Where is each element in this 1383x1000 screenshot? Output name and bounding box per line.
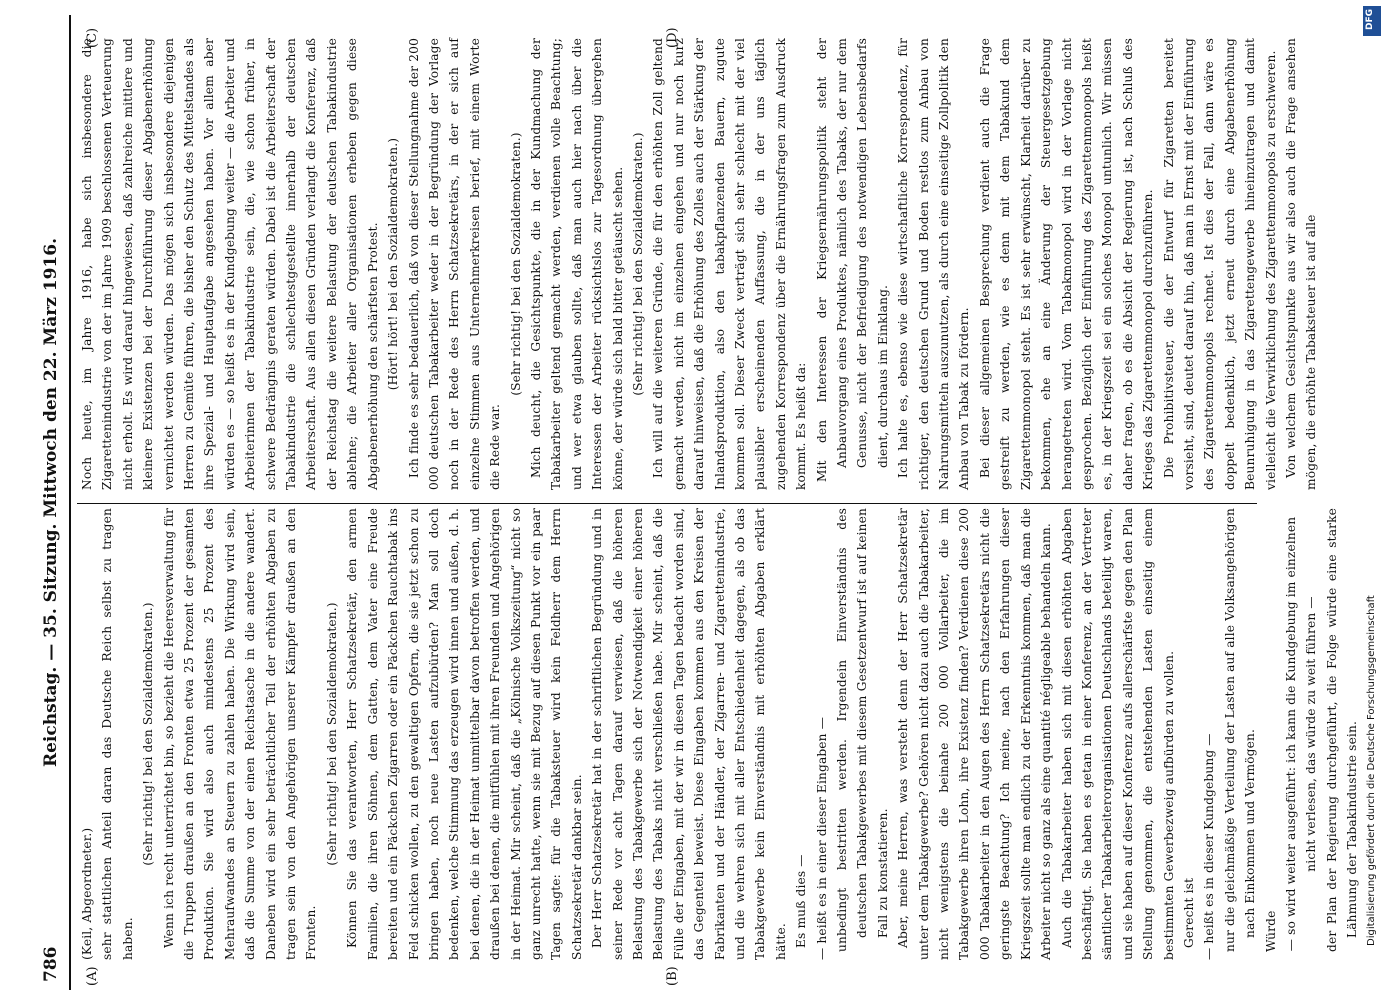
paragraph: Können Sie das verantworten, Herr Schatzsekretär, den armen Familien, die ihren Söhnen, dem Gatten, dem Vater eine Freude bereiten und ein Päckchen Zigarren oder ein Päckchen Rauchtabak ins Feld schicken wollen, zu den gewaltigen Opfern, die sie jetzt schon zu bringen haben, noch neue Lasten aufzubürden? Man soll doch bedenken, welche Stimmung das erzeugen wird innen und außen, d. h. bei denen, die in der Heimat unmittelbar davon betroffen werden, und draußen bei denen, die mitfühlen mit ihren Freunden und Angehörigen in der Heimat. Mir scheint, daß die „Kölnische Volkszeitung“ nicht so ganz unrecht hatte, wenn sie mit Bezug auf diesen Punkt vor ein paar Tagen sagte: für die Tabaksteuer wird kein Feldherr dem Herrn Schatzsekretär dankbar sein. [345, 508, 584, 960]
paragraph: Die Prohibitivsteuer, die der Entwurf für Zigaretten bereitet vorsieht, sind, deutet darauf hin, daß man in Ernst mit der Einführung des Zigarettenmonopols rechnet. Ist dies der Fall, dann wäre es doppelt bedenklich, jetzt erneut durch eine Abgabenerhöhung Beunruhigung in das Zigarettengewerbe hineinzutragen und damit vielleicht die Verwirklichung des Zigarettenmonopols zu erschweren. [1161, 38, 1278, 490]
page-title: Reichstag. — 35. Sitzung. Mittwoch den 22. März 1916. [41, 237, 61, 768]
paragraph: Ich halte es, ebenso wie diese wirtschaftliche Korrespondenz, für richtiger, den deutschen Grund und Boden restlos zum Anbau von Nahrungsmitteln auszunutzen, als durch eine einseitige Zollpolitik den Anbau von Tabak zu fördern. [896, 38, 972, 490]
paragraph: Von welchem Gesichtspunkte aus wir also auch die Frage ansehen mögen, die erhöhte Tabaksteuer ist auf alle [1283, 38, 1319, 490]
interjection: (Sehr richtig! bei den Sozialdemokraten.) [141, 602, 156, 866]
paragraph: Bei dieser allgemeinen Besprechung verdient auch die Frage gestreift zu werden, wie es denn mit dem Tabakund dem Zigarettenmonopol steht. Es ist sehr erwünscht, Klarheit darüber zu bekommen, ehe an eine Änderung der Steuergesetzgebung herangetreten wird. Vom Tabakmonopol wird in der Vorlage nicht gesprochen. Bezüglich der Einführung des Zigarettenmonopols heißt es, in der Kriegszeit sei ein solches Monopol untunlich. Wir müssen daher fragen, ob es die Absicht der Regierung ist, nach Schluß des Krieges das Zigarettenmonopol durchzuführen. [977, 38, 1156, 490]
paragraph: Der Herr Schatzsekretär hat in der schriftlichen Begründung und in seiner Rede vor acht Tagen darauf verwiesen, daß die höheren Belastung des Tabakgewerbe sich der Notwendigkeit einer höheren Belastung des Tabaks nicht verschließen habe. Mir scheint, daß die Fülle der Eingaben, mit der wir in diesen Tagen bedacht worden sind, das Gegenteil beweist. Diese Eingaben kommen aus den Kreisen der Fabrikanten und der Händler, der Zigarren- und Zigarettenindustrie, und die wehren sich mit aller Entschiedenheit dagegen, als ob das Tabakgewerbe kein Einverständnis mit erhöhten Abgaben erklärt hätte. [590, 508, 788, 960]
dfg-logo: DFG [1363, 6, 1381, 36]
rotated-newspaper-page [25, 15, 1360, 990]
paragraph: Würde [1263, 910, 1278, 952]
paragraph: Ich finde es sehr bedauerlich, daß von dieser Stellungnahme der 200 000 deutschen Tabakarbeiter weder in der Begründung der Vorlage noch in der Rede des Herrn Schatzsekretärs, in der er sich auf einzelne Stimmen aus Unternehmerkreisen berief, mit einem Worte die Rede war. [406, 38, 503, 490]
funding-notice: Digitalisierung gefördert durch die Deutsche Forschungsgemeinschaft [1366, 595, 1377, 946]
column-divider [77, 503, 1257, 504]
quotation: nur die gleichmäßige Verteilung der Lasten auf alle Volksangehörigen nach Einkommen und Vermögen. [1222, 508, 1258, 952]
page-number: 786 [41, 946, 61, 982]
margin-mark-c: (C) [85, 27, 100, 48]
paragraph: — heißt es in einer dieser Eingaben — [814, 716, 829, 960]
interjection: (Hört! hört! bei den Sozialdemokraten.) [386, 137, 401, 391]
interjection: (Sehr richtig! bei den Sozialdemokraten.) [508, 132, 523, 396]
paragraph: — heißt es in dieser Kundgebung — [1202, 733, 1217, 960]
left-column [77, 508, 1363, 960]
interjection: (Sehr richtig! bei den Sozialdemokraten.) [630, 132, 645, 396]
paragraph: — so wird weiter ausgeführt: ich kann die Kundgebung im einzelnen nicht verlesen, das würde zu weit führen — [1283, 516, 1319, 952]
quotation: unbedingt bestritten werden. Irgendein Einverständnis des deutschen Tabakgewerbes mit diesem Gesetzentwurf ist auf keinen Fall zu konstatieren. [835, 508, 890, 952]
right-column [77, 38, 1322, 490]
paragraph: Gerecht ist [1181, 877, 1196, 948]
paragraph: Noch heute, im Jahre 1916, habe sich insbesondere die Zigarettenindustrie von der im Jahre 1909 beschlossenen Verteuerung nicht erholt. Es wird darauf hingewiesen, daß zahlreiche mittlere und kleinere Existenzen bei der Durchführung dieser Abgabenerhöhung vernichtet werden würden. Das mögen sich insbesondere diejenigen Herren zu Gemüte führen, die bisher den Schutz des Mittelstandes als ihre Spezial- und Hauptaufgabe angesehen haben. Vor allem aber würden es — so heißt es in der Kundgebung weiter — die Arbeiter und Arbeiterinnen der Tabakindustrie sein, die, wie schon früher, in schwere Bedrängnis geraten würden. Dabei ist die Arbeiterschaft der Tabakindustrie die schlechtestgestellte innerhalb der deutschen Arbeiterschaft. Aus allen diesen Gründen verlangt die Konferenz, daß der Reichstag die weitere Belastung der deutschen Tabakindustrie ablehne; die Arbeiter aller Organisationen erheben gegen diese Abgabenerhöhung den schärfsten Protest. [80, 38, 380, 490]
margin-mark-b: (B) [665, 966, 680, 986]
margin-mark-a: (A) [85, 966, 100, 986]
paragraph: sehr stattlichen Anteil daran das Deutsche Reich selbst zu tragen haben. [100, 508, 135, 960]
paragraph: Mich deucht, die Gesichtspunkte, die in der Kundmachung der Tabakarbeiter geltend gemacht werden, verdienen volle Beachtung; und wer etwa glauben sollte, daß man auch hier nach über die Interessen der Arbeiter rücksichtslos zur Tagesordnung übergehen könne, der würde sich bald bitter getäuscht sehen. [528, 38, 625, 490]
paragraph: Auch die Tabakarbeiter haben sich mit diesen erhöhten Abgaben beschäftigt. Sie haben es getan in einer Konferenz, an der Vertreter sämtlicher Tabakarbeiterorganisationen Deutschlands beteiligt waren, und sie haben auf dieser Konferenz aufs allerschärfste gegen den Plan Stellung genommen, die entstehenden Lasten einseitig einem bestimmten Gewerbezweig aufbürden zu wollen. [1059, 508, 1176, 960]
paragraph: Es muß dies — [794, 854, 809, 948]
interjection: (Sehr richtig! bei den Sozialdemokraten.) [324, 602, 339, 866]
paragraph: Wenn ich recht unterrichtet bin, so bezieht die Heeresverwaltung für die Truppen draußen an den Fronten etwa 25 Prozent der gesamten Produktion. Sie wird also auch mindestens 25 Prozent des Mehraufwandes an Steuern zu zahlen haben. Die Wirkung wird sein, daß die Summe von der einen Reichstasche in die andere wandert. Daneben wird ein sehr beträchtlicher Teil der erhöhten Abgaben zu tragen sein von den Angehörigen unserer Kämpfer draußen an den Fronten. [161, 508, 319, 960]
funding-sidebar [1363, 6, 1381, 996]
quotation: der Plan der Regierung durchgeführt, die Folge würde eine starke Lähmung der Tabakindustrie sein. [1324, 508, 1360, 952]
page-header [37, 15, 71, 990]
paragraph: (Keil, Abgeordneter.) [80, 827, 94, 960]
paragraph: Aber, meine Herren, was versteht denn der Herr Schatzsekretär unter dem Tabakgewerbe? Gehören nicht dazu auch die Tabakarbeiter, nicht wenigstens die beinahe 200 000 Vollarbeiter, die im Tabakgewerbe ihren Lohn, ihre Existenz finden? Verdienen diese 200 000 Tabakarbeiter in den Augen des Herrn Schatzsekretärs nicht die geringste Beachtung? Ich meine, nach den Erfahrungen dieser Kriegszeit sollte man endlich zu der Erkenntnis kommen, daß man die Arbeiter nicht so ganz als eine quantité négligeable behandeln kann. [896, 508, 1054, 960]
quotation: Mit den Interessen der Kriegsernährungspolitik steht der Anbauvorgang eines Produktes, nämlich des Tabaks, der nur dem Genusse, nicht der Befriedigung des notwendigen Lebensbedarfs dient, durchaus im Einklang. [814, 38, 890, 482]
paragraph: Ich will auf die weiteren Gründe, die für den erhöhten Zoll geltend gemacht werden, nicht im einzelnen eingehen und nur noch kurz darauf hinweisen, daß die Erhöhung des Zolles auch der Stärkung der Inlandsproduktion, also den tabakpflanzenden Bauern, zugute kommen soll. Dieser Zweck verträgt sich sehr schlecht mit der viel plausibler erscheinenden Auffassung, die in der uns täglich zugehenden Korrespondenz über die Ernährungsfragen zum Ausdruck kommt. Es heißt da: [651, 38, 809, 490]
margin-mark-d: (D) [665, 27, 680, 48]
